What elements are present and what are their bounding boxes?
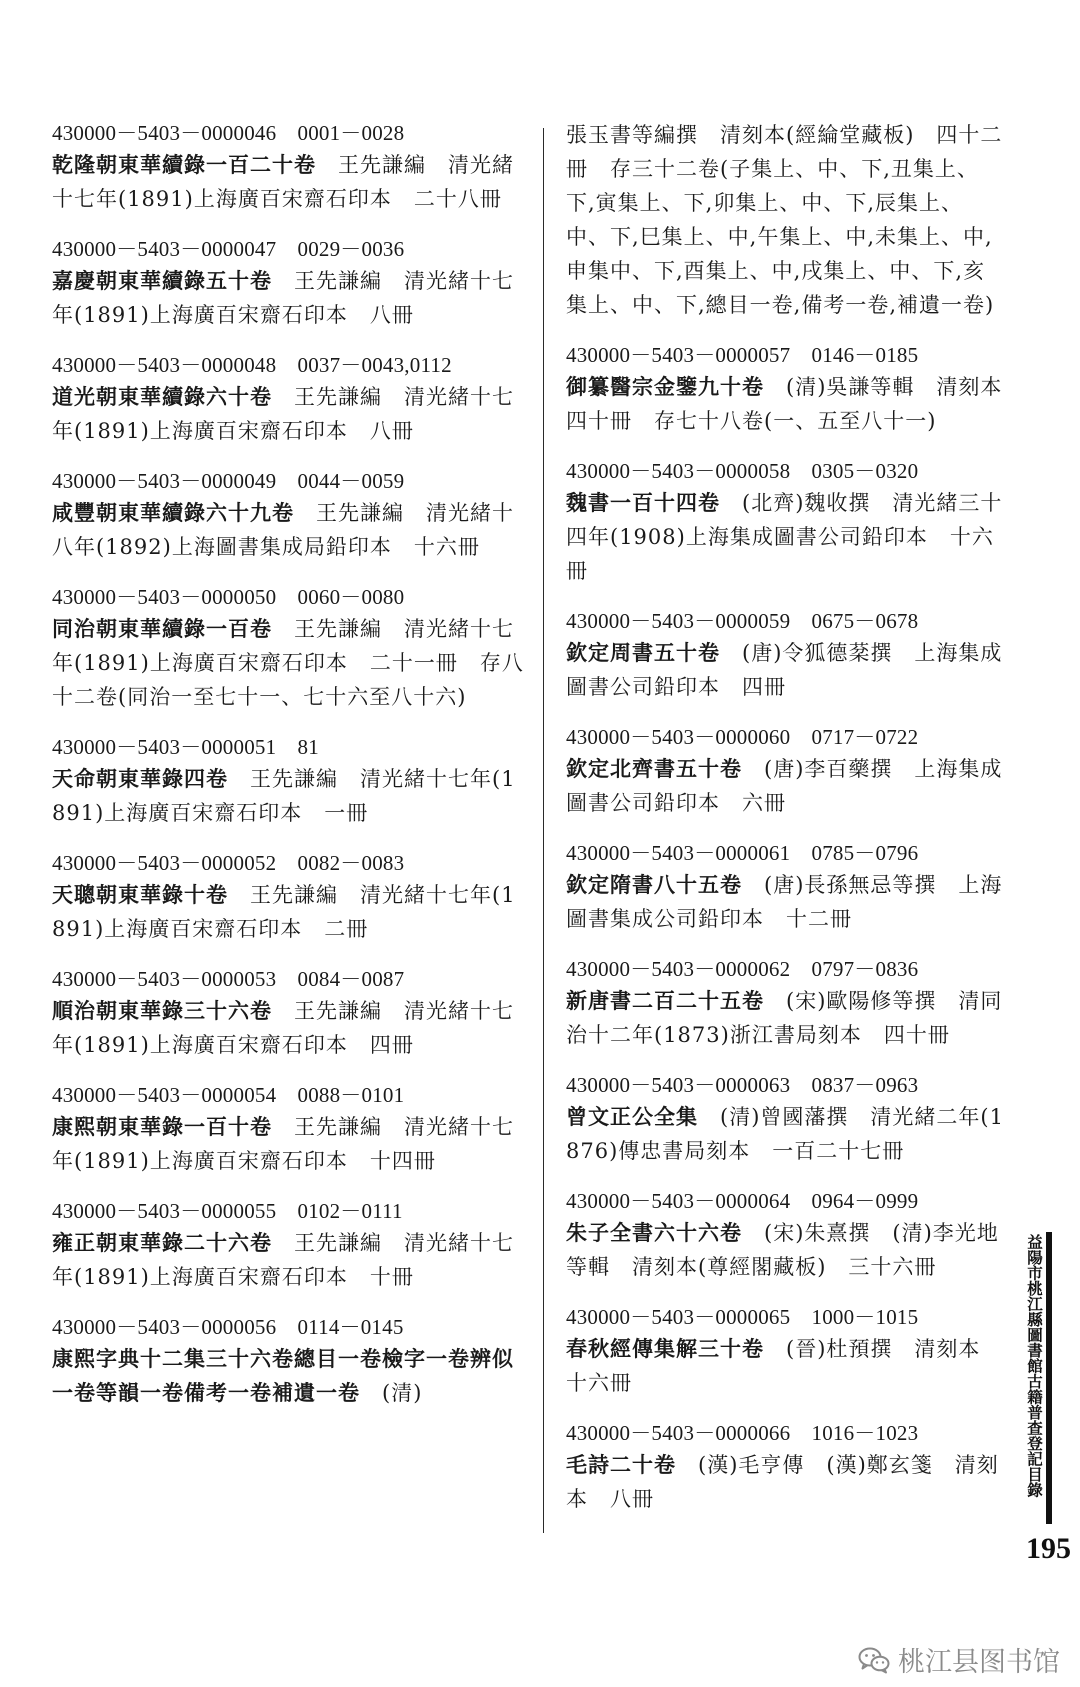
entry-details: (唐)長孫無忌等撰 上海圖書集成公司鉛印本 十二冊 — [566, 873, 1003, 931]
entry-details: (晉)杜預撰 清刻本 十六冊 — [566, 1337, 1003, 1395]
catalog-entry — [52, 1312, 526, 1410]
entry-details: 王先謙編 清光緒十七年(1891)上海廣百宋齋石印本 十四冊 — [52, 1115, 514, 1173]
entry-details: (清) — [360, 1381, 423, 1405]
entry-code: 430000－5403－0000062 0797－0836 — [566, 957, 919, 981]
catalog-entry — [566, 1186, 1004, 1284]
entry-body — [52, 1342, 526, 1410]
catalog-series-title: 益陽市桃江縣圖書館古籍普查登記目錄 — [1025, 1234, 1043, 1498]
entry-body — [566, 868, 1004, 936]
entry-code: 430000－5403－0000052 0082－0083 — [52, 851, 405, 875]
entry-code: 430000－5403－0000054 0088－0101 — [52, 1083, 405, 1107]
catalog-entry — [52, 848, 526, 946]
entry-body — [52, 612, 526, 714]
entry-body — [566, 1100, 1004, 1168]
entry-details: (唐)李百藥撰 上海集成圖書公司鉛印本 六冊 — [566, 757, 1003, 815]
entry-details: 王先謙編 清光緒十七年(1891)上海廣百宋齋石印本 八冊 — [52, 269, 514, 327]
catalog-entry — [566, 1302, 1004, 1400]
entry-body — [566, 752, 1004, 820]
left-column — [52, 118, 526, 1428]
side-tab — [1022, 1232, 1080, 1552]
entry-code: 430000－5403－0000046 0001－0028 — [52, 121, 405, 145]
entry-details: (唐)令狐德棻撰 上海集成圖書公司鉛印本 四冊 — [566, 641, 1003, 699]
entry-body — [52, 1226, 526, 1294]
entry-title: 朱子全書六十六卷 — [566, 1221, 742, 1245]
entry-details: (漢)毛亨傳 (漢)鄭玄箋 清刻本 八冊 — [566, 1453, 999, 1511]
entry-title: 康熙朝東華錄一百十卷 — [52, 1115, 272, 1139]
entry-code: 430000－5403－0000065 1000－1015 — [566, 1305, 919, 1329]
entry-body — [52, 762, 526, 830]
entry-title: 道光朝東華續錄六十卷 — [52, 385, 272, 409]
entry-code: 430000－5403－0000051 81 — [52, 735, 319, 759]
catalog-entry — [566, 954, 1004, 1052]
catalog-entry — [52, 964, 526, 1062]
catalog-entry — [52, 1196, 526, 1294]
catalog-entry — [52, 234, 526, 332]
catalog-entry — [52, 732, 526, 830]
catalog-entry — [566, 1070, 1004, 1168]
catalog-entry — [566, 606, 1004, 704]
entry-title: 康熙字典十二集三十六卷總目一卷檢字一卷辨似一卷等韻一卷備考一卷補遺一卷 — [52, 1347, 514, 1405]
entry-body — [566, 370, 1025, 438]
entry-body — [566, 486, 1004, 588]
entry-title: 嘉慶朝東華續錄五十卷 — [52, 269, 272, 293]
entry-body — [52, 264, 526, 332]
entry-details: (宋)朱熹撰 (清)李光地等輯 清刻本(尊經閣藏板) 三十六冊 — [566, 1221, 999, 1279]
entry-title: 春秋經傳集解三十卷 — [566, 1337, 764, 1361]
entry-title: 欽定隋書八十五卷 — [566, 873, 742, 897]
entry-body — [52, 380, 526, 448]
entry-code: 430000－5403－0000057 0146－0185 — [566, 343, 919, 367]
entry-code: 430000－5403－0000048 0037－0043,0112 — [52, 353, 452, 377]
entry-title: 天聰朝東華錄十卷 — [52, 883, 228, 907]
catalog-entry — [566, 838, 1004, 936]
entry-body — [566, 984, 1004, 1052]
entry-details: 王先謙編 清光緒十七年(1891)上海廣百宋齋石印本 八冊 — [52, 385, 514, 443]
entry-title: 毛詩二十卷 — [566, 1453, 676, 1477]
entry-code: 430000－5403－0000063 0837－0963 — [566, 1073, 919, 1097]
entry-code: 430000－5403－0000055 0102－0111 — [52, 1199, 403, 1223]
catalog-entry — [52, 466, 526, 564]
entry-title: 魏書一百十四卷 — [566, 491, 720, 515]
entry-code: 430000－5403－0000049 0044－0059 — [52, 469, 405, 493]
entry-code: 430000－5403－0000060 0717－0722 — [566, 725, 919, 749]
column-divider — [543, 128, 544, 1533]
watermark-text: 桃江县图书馆 — [898, 1647, 1060, 1678]
catalog-entry — [52, 118, 526, 216]
entry-title: 咸豐朝東華續錄六十九卷 — [52, 501, 294, 525]
entry-details: (宋)歐陽修等撰 清同治十二年(1873)浙江書局刻本 四十冊 — [566, 989, 1003, 1047]
entry-title: 天命朝東華錄四卷 — [52, 767, 228, 791]
entry-code: 430000－5403－0000050 0060－0080 — [52, 585, 405, 609]
catalog-entry — [52, 350, 526, 448]
entry-title: 順治朝東華錄三十六卷 — [52, 999, 272, 1023]
entry-title: 乾隆朝東華續錄一百二十卷 — [52, 153, 316, 177]
entry-code: 430000－5403－0000064 0964－0999 — [566, 1189, 919, 1213]
entry-code: 430000－5403－0000058 0305－0320 — [566, 459, 919, 483]
entry-code: 430000－5403－0000066 1016－1023 — [566, 1421, 919, 1445]
entry-title: 御纂醫宗金鑒九十卷 — [566, 375, 764, 399]
watermark — [858, 1640, 1060, 1679]
entry-code: 430000－5403－0000059 0675－0678 — [566, 609, 919, 633]
entry-title: 新唐書二百二十五卷 — [566, 989, 764, 1013]
entry-details: 王先謙編 清光緒十八年(1892)上海圖書集成局鉛印本 十六冊 — [52, 501, 514, 559]
entry-body — [52, 1110, 526, 1178]
entry-body — [52, 148, 526, 216]
entry-details: 王先謙編 清光緒十七年(1891)上海廣百宋齋石印本 一冊 — [52, 767, 516, 825]
entry-code: 430000－5403－0000047 0029－0036 — [52, 237, 405, 261]
wechat-icon — [858, 1646, 890, 1674]
entry-details: 王先謙編 清光緒十七年(1891)上海廣百宋齋石印本 四冊 — [52, 999, 514, 1057]
entry-body — [566, 1216, 1004, 1284]
entry-body — [52, 878, 526, 946]
entry-title: 同治朝東華續錄一百卷 — [52, 617, 272, 641]
entry-details: 王先謙編 清光緒十七年(1891)上海廣百宋齋石印本 二冊 — [52, 883, 516, 941]
entry-code: 430000－5403－0000061 0785－0796 — [566, 841, 919, 865]
right-column — [566, 118, 1025, 1534]
entry-details: 王先謙編 清光緒十七年(1891)上海廣百宋齋石印本 二十一冊 存八十二卷(同治一至七十一、七十六至八十六) — [52, 617, 524, 709]
entry-body — [566, 1448, 1004, 1516]
entry-code: 430000－5403－0000056 0114－0145 — [52, 1315, 404, 1339]
entry-body — [566, 1332, 1004, 1400]
entry-title: 曾文正公全集 — [566, 1105, 698, 1129]
entry-details: 王先謙編 清光緒十七年(1891)上海廣百宋齋石印本 二十八冊 — [52, 153, 514, 211]
catalog-entry — [52, 582, 526, 714]
entry-details: (清)曾國藩撰 清光緒二年(1876)傳忠書局刻本 一百二十七冊 — [566, 1105, 1004, 1163]
page-number: 195 — [1026, 1532, 1071, 1565]
catalog-entry — [566, 456, 1004, 588]
entry-body — [52, 994, 526, 1062]
side-tab-bar — [1046, 1232, 1052, 1524]
entry-continuation: 張玉書等編撰 清刻本(經綸堂藏板) 四十二冊 存三十二卷(子集上、中、下,丑集上、下,寅集上、下,卯集上、中、下,辰集上、中、下,巳集上、中,午集上、中,未集上、中,申集中、下,酉集上、中,戌集上、中、下,亥集上、中、下,總目一卷,備考一卷,補遺一卷) — [566, 123, 1003, 317]
entry-code: 430000－5403－0000053 0084－0087 — [52, 967, 405, 991]
catalog-entry — [566, 340, 1025, 438]
catalog-entry — [566, 722, 1004, 820]
entry-title: 欽定周書五十卷 — [566, 641, 720, 665]
catalog-entry — [52, 1080, 526, 1178]
entry-title: 雍正朝東華錄二十六卷 — [52, 1231, 272, 1255]
entry-body — [566, 636, 1004, 704]
catalog-entry — [566, 1418, 1004, 1516]
entry-details: (清)吳謙等輯 清刻本 四十冊 存七十八卷(一、五至八十一) — [566, 375, 1025, 433]
entry-details: 王先謙編 清光緒十七年(1891)上海廣百宋齋石印本 十冊 — [52, 1231, 514, 1289]
entry-title: 欽定北齊書五十卷 — [566, 757, 742, 781]
entry-details: (北齊)魏收撰 清光緒三十四年(1908)上海集成圖書公司鉛印本 十六冊 — [566, 491, 1003, 583]
entry-body — [52, 496, 526, 564]
